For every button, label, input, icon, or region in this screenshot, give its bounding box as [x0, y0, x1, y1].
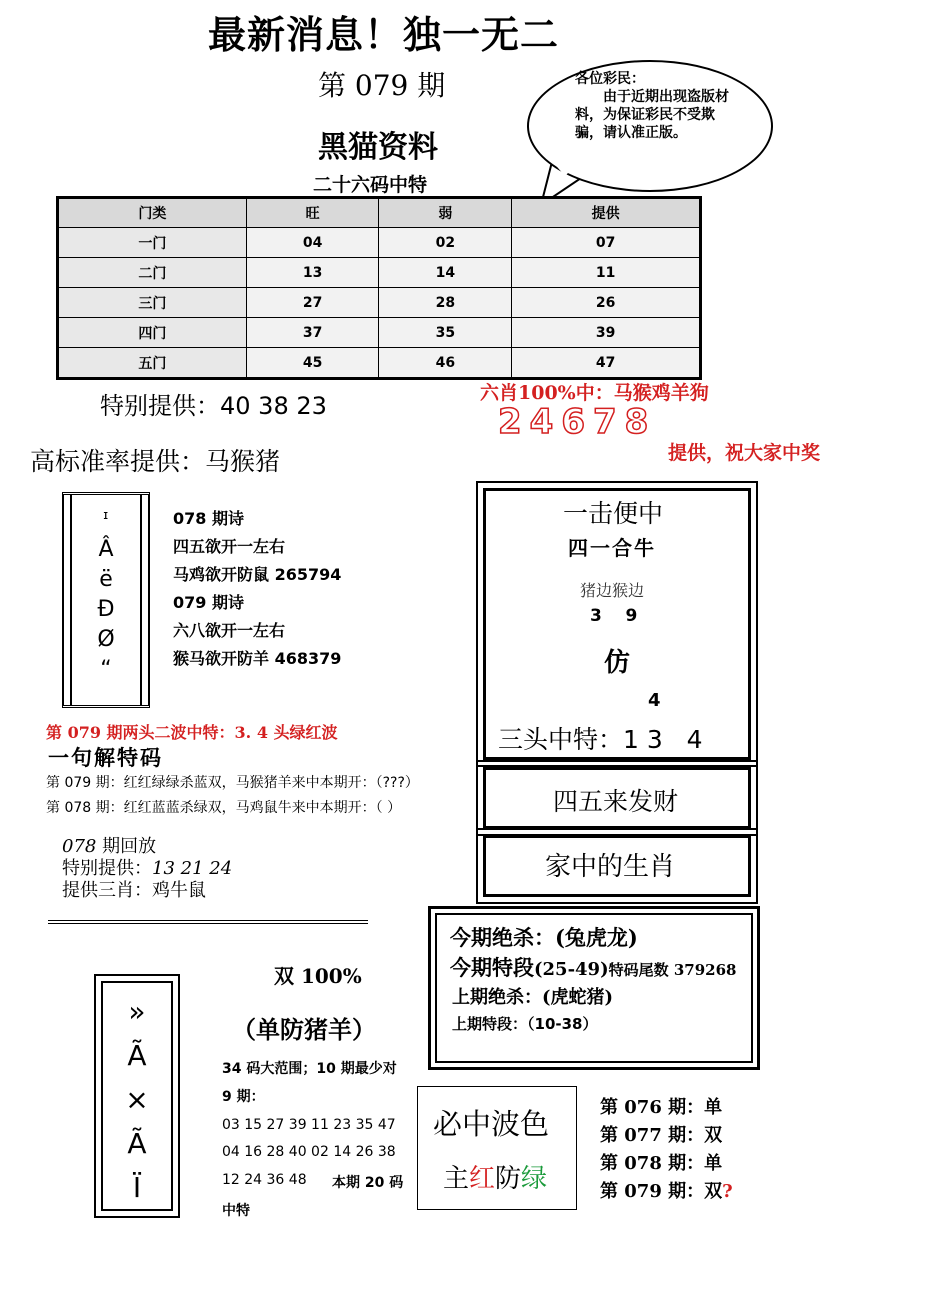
- replay-title-num: 078: [62, 836, 97, 857]
- six-zodiac-digits: 24678: [498, 402, 657, 442]
- history-result: 双: [704, 1181, 723, 1202]
- cell: 47: [512, 348, 701, 379]
- wave-main: 主: [443, 1164, 470, 1194]
- history-result: 单: [704, 1153, 723, 1174]
- poem-lines: [173, 505, 341, 673]
- double-row-1: 03 15 27 39 11 23 35 47: [222, 1117, 396, 1133]
- poem-glyph: Â: [98, 537, 114, 562]
- two-head-wave: 第 079 期两头二波中特：3. 4 头绿红波: [46, 723, 338, 742]
- special-provide: [100, 386, 327, 421]
- table-row: [58, 348, 701, 379]
- home-text: 家中的生肖: [545, 852, 676, 882]
- table-row: [58, 228, 701, 258]
- poem-line: 六八欲开一左右: [173, 621, 286, 640]
- history-item: [600, 1122, 733, 1150]
- replay-three-label: 提供三肖：: [62, 880, 152, 901]
- cell: 45: [246, 348, 379, 379]
- replay-block: [62, 836, 232, 902]
- poem-side-panel: [62, 492, 150, 708]
- header-cell: 提供: [512, 198, 701, 228]
- replay-three: [62, 880, 232, 902]
- row-label: 五门: [58, 348, 247, 379]
- row-label: 二门: [58, 258, 247, 288]
- cell: 37: [246, 318, 379, 348]
- riddle-line-078: 第 078 期：红红蓝蓝杀绿双，马鸡鼠牛来中本期开：（ ）: [46, 800, 402, 816]
- header-cell: 旺: [246, 198, 379, 228]
- poem-glyph: Ø: [97, 627, 115, 652]
- door-table: [56, 196, 702, 380]
- history-item: [600, 1150, 733, 1178]
- cell: 02: [379, 228, 512, 258]
- double-row-2: 04 16 28 40 02 14 26 38: [222, 1144, 396, 1160]
- header-cell: 门类: [58, 198, 247, 228]
- double-this-issue: 本期 20 码: [332, 1175, 404, 1191]
- hit-four: 4: [648, 690, 661, 711]
- history-item: [600, 1178, 733, 1206]
- table-row: [58, 318, 701, 348]
- double-pct: 双 100%: [274, 964, 362, 988]
- bubble-tail-cover: [545, 160, 585, 180]
- poem-glyph: ᶦ: [103, 507, 109, 532]
- row-label: 一门: [58, 228, 247, 258]
- kill-line-2-a: 今期特段: [450, 955, 534, 980]
- history-issue: 第 076 期：: [600, 1097, 705, 1118]
- kill-line-2: [450, 952, 736, 982]
- double-glyph: »: [128, 995, 146, 1028]
- table-row: [58, 258, 701, 288]
- double-glyph: Ã: [127, 1039, 147, 1072]
- wave-color: [443, 1158, 547, 1195]
- cell: 13: [246, 258, 379, 288]
- double-glyph: Ã: [127, 1127, 147, 1160]
- replay-title-text: 期回放: [96, 836, 157, 857]
- kill-line-2-b: (25-49): [534, 959, 609, 980]
- history-result: 双: [704, 1125, 723, 1146]
- divider-line: [48, 920, 368, 924]
- history-issue: 第 078 期：: [600, 1153, 705, 1174]
- poem-line: 四五欲开一左右: [173, 537, 286, 556]
- double-glyph: Ï: [132, 1171, 142, 1204]
- table-row: [58, 288, 701, 318]
- wave-title: 必中波色: [433, 1107, 550, 1141]
- row-label: 四门: [58, 318, 247, 348]
- header-cell: 弱: [379, 198, 512, 228]
- issue-number: 第 079 期: [318, 69, 446, 102]
- bubble-message: 由于近期出现盗版材料，为保证彩民不受欺骗，请认准正版。: [575, 89, 729, 141]
- cell: 28: [379, 288, 512, 318]
- wave-green: 绿: [521, 1164, 548, 1194]
- kill-line-3: 上期绝杀：(虎蛇猪): [452, 987, 614, 1008]
- cell: 35: [379, 318, 512, 348]
- poem-glyph: Ð: [97, 597, 115, 622]
- cell: 46: [379, 348, 512, 379]
- cell: 27: [246, 288, 379, 318]
- table-header-row: [58, 198, 701, 228]
- wave-guard: 防: [495, 1164, 522, 1194]
- bubble-greeting: 各位彩民：: [575, 71, 645, 87]
- hit-title: 一击便中: [563, 499, 664, 528]
- replay-special-label: 特别提供：: [62, 858, 152, 879]
- riddle-line-079: 第 079 期：红红绿绿杀蓝双，马猴猪羊来中本期开：（???）: [46, 775, 419, 791]
- riddle-title: 一句解特码: [48, 745, 163, 770]
- cell: 14: [379, 258, 512, 288]
- history-item: [600, 1094, 733, 1122]
- replay-title: [62, 836, 232, 858]
- wave-red: 红: [469, 1164, 496, 1194]
- poem-line: 078 期诗: [173, 509, 244, 528]
- headline: 最新消息！独一无二: [208, 12, 560, 57]
- replay-special: [62, 858, 232, 880]
- history-result: 单: [704, 1097, 723, 1118]
- poem-glyph: “: [100, 657, 112, 682]
- hit-sub: 四一合牛: [568, 536, 656, 560]
- bubble-text: [575, 70, 735, 150]
- history-issue: 第 079 期：: [600, 1181, 705, 1202]
- double-row-3: 12 24 36 48: [222, 1172, 307, 1188]
- poem-line: 079 期诗: [173, 593, 244, 612]
- cell: 04: [246, 228, 379, 258]
- history-issue: 第 077 期：: [600, 1125, 705, 1146]
- kill-line-1: 今期绝杀：(兔虎龙): [450, 925, 638, 950]
- cell: 26: [512, 288, 701, 318]
- kill-line-2-c: 特码尾数 379268: [608, 961, 737, 979]
- double-glyph: ×: [125, 1083, 149, 1116]
- poem-glyph: ë: [99, 567, 113, 592]
- poem-line: 马鸡欲开防鼠 265794: [173, 565, 342, 584]
- poem-line: 猴马欲开防羊 468379: [173, 649, 342, 668]
- double-hit: 中特: [222, 1203, 250, 1219]
- double-range-2: 9 期：: [222, 1089, 265, 1105]
- cell: 11: [512, 258, 701, 288]
- hit-nums: 3 9: [590, 606, 638, 626]
- history-list: [600, 1094, 733, 1206]
- double-range-1: 34 码大范围；10 期最少对: [222, 1061, 397, 1077]
- hit-three-head: 三头中特：1 3 4: [498, 725, 703, 754]
- cell: 07: [512, 228, 701, 258]
- double-guard: （单防猪羊）: [232, 1015, 376, 1044]
- history-mark: ?: [722, 1181, 733, 1202]
- row-label: 三门: [58, 288, 247, 318]
- fortune-text: 四五来发财: [553, 787, 679, 816]
- subtitle: 黑猫资料: [318, 130, 438, 165]
- table-title: 二十六码中特: [313, 174, 428, 196]
- special-label: 特别提供：: [100, 392, 220, 420]
- replay-special-nums: 13 21 24: [152, 858, 233, 879]
- special-numbers: 40 38 23: [220, 392, 327, 420]
- high-rate-provide: 高标准率提供：马猴猪: [30, 447, 281, 476]
- hit-fang: 仿: [604, 648, 631, 678]
- replay-three-val: 鸡牛鼠: [152, 880, 206, 901]
- hit-hint: 猪边猴边: [580, 581, 645, 600]
- six-zodiac-line: 六肖100%中：马猴鸡羊狗: [480, 382, 709, 404]
- six-zodiac-wish: 提供，祝大家中奖: [668, 442, 821, 464]
- cell: 39: [512, 318, 701, 348]
- double-side-panel: [94, 974, 180, 1218]
- kill-line-4: 上期特段：（10-38）: [452, 1015, 598, 1033]
